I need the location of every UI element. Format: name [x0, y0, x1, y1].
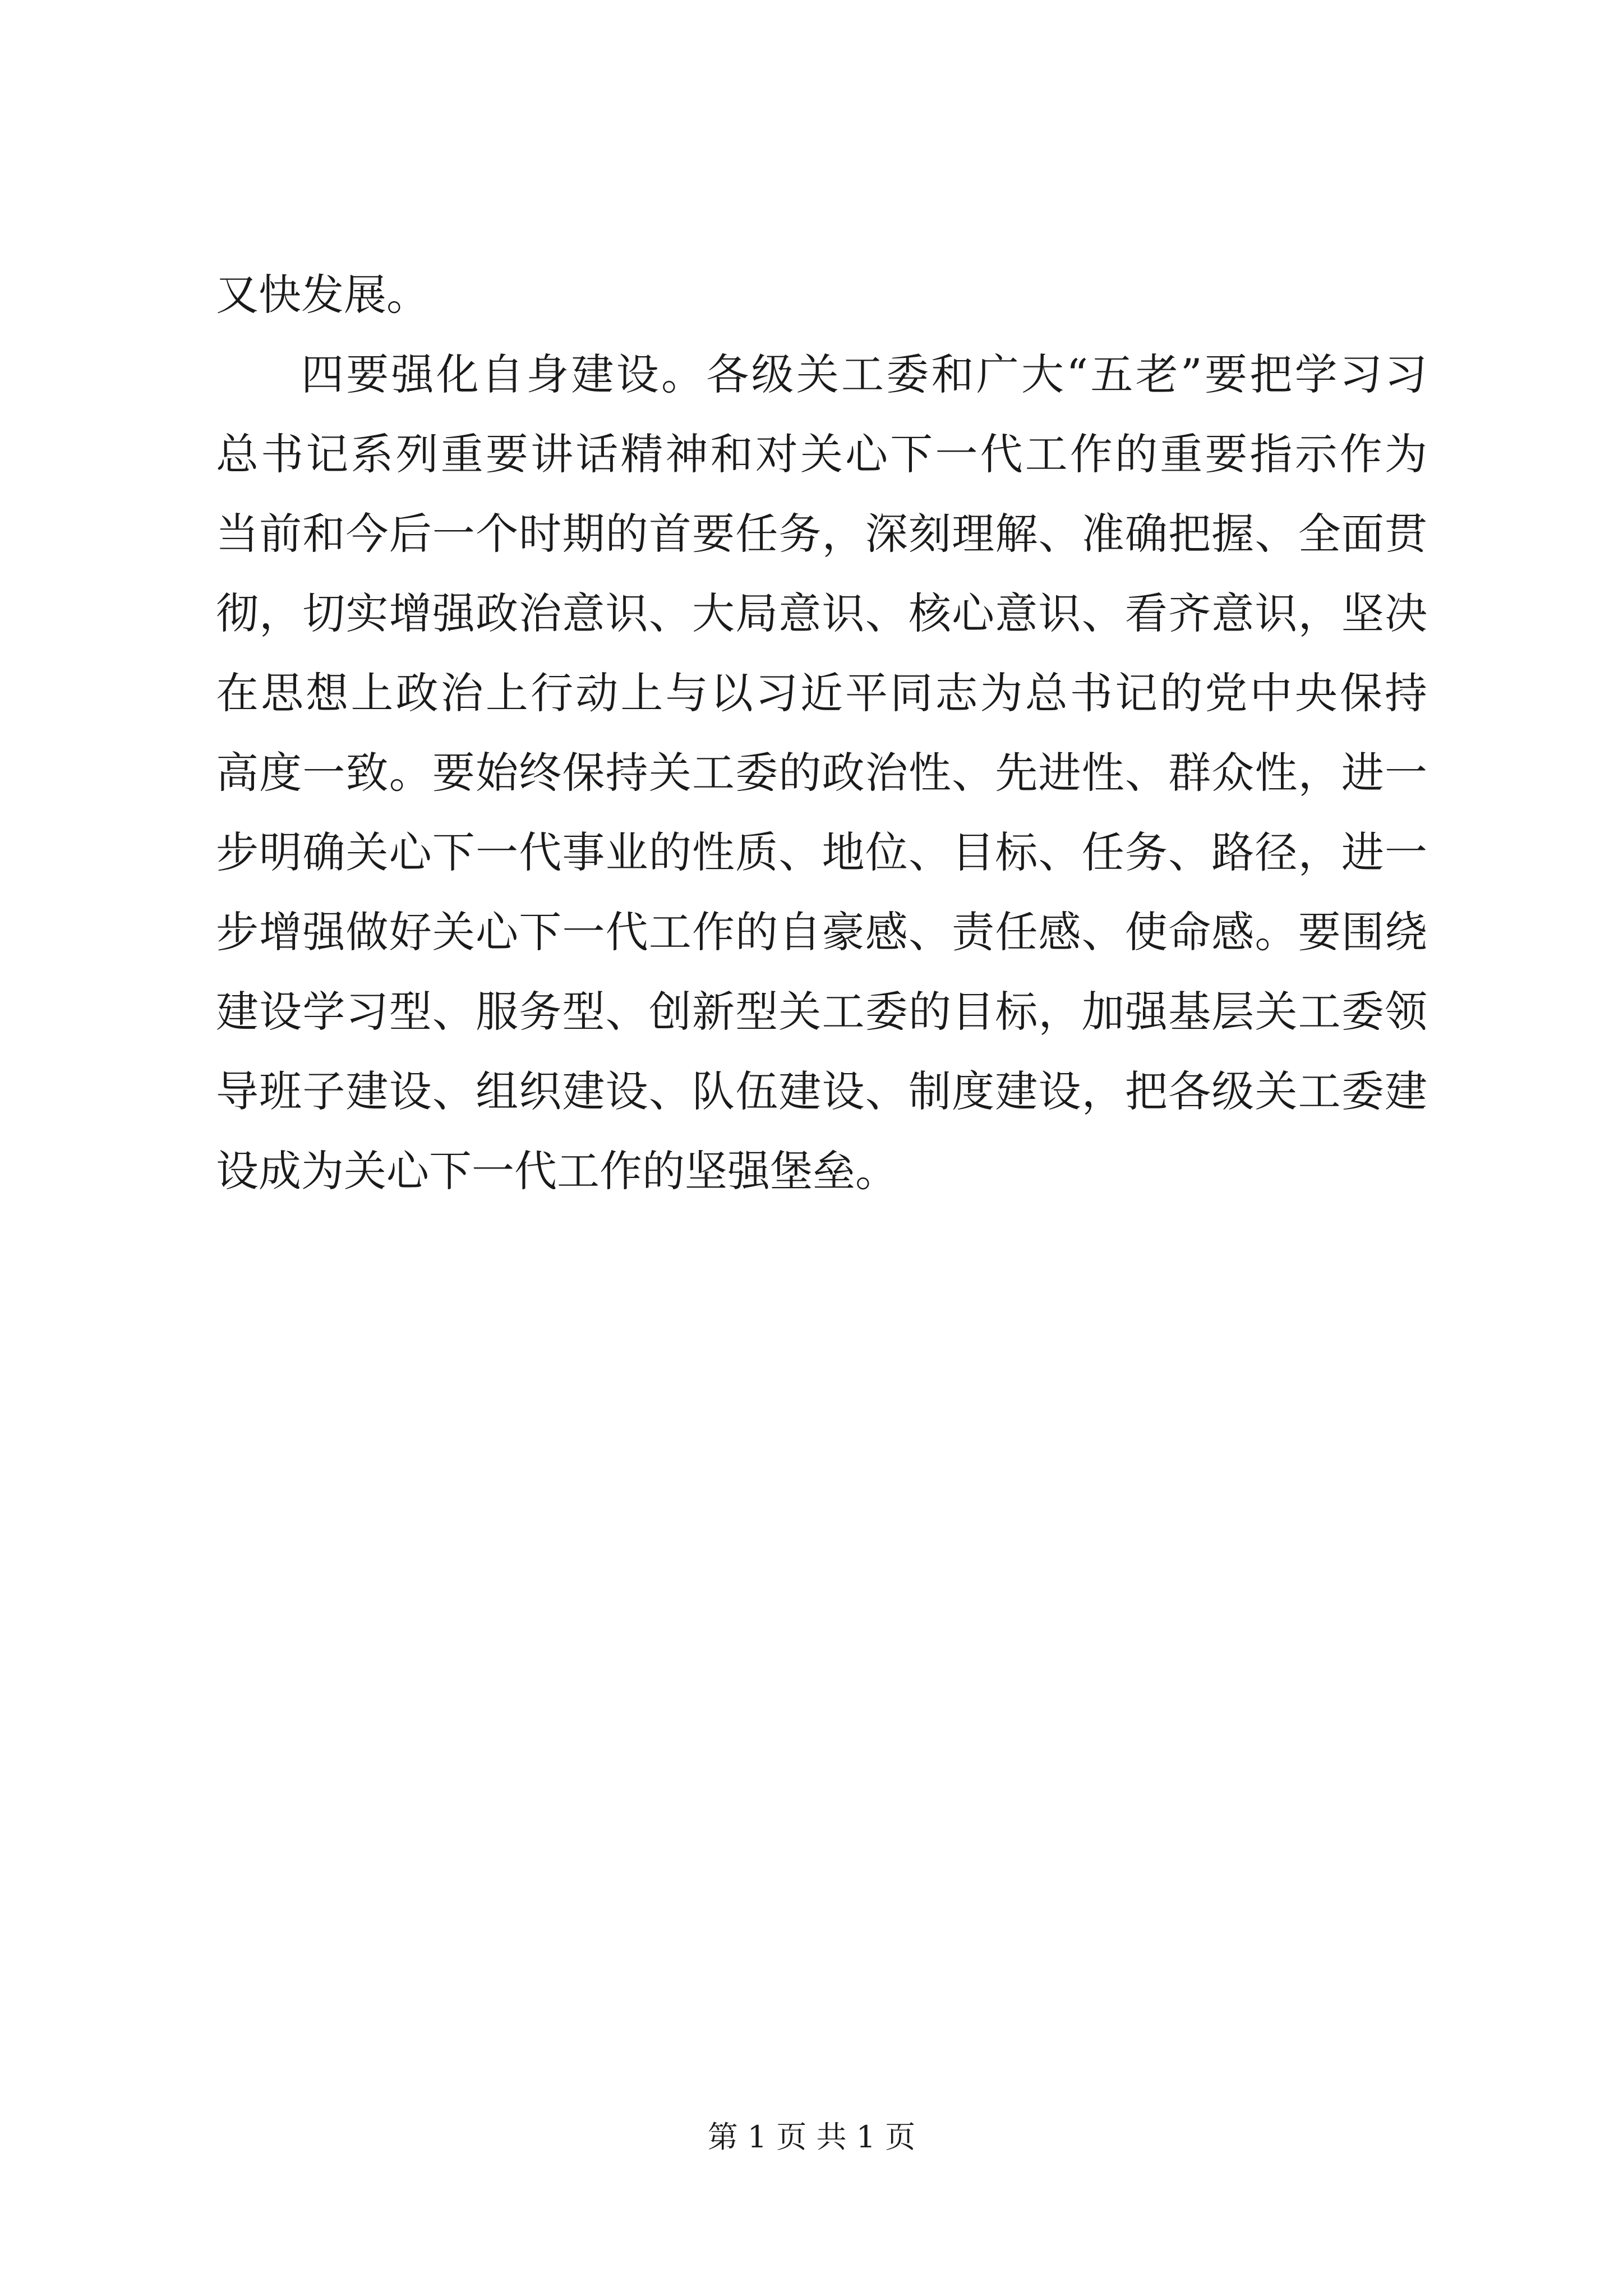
paragraph-line: 步明确关心下一代事业的性质、地位、目标、任务、路径，进一	[216, 827, 1427, 877]
paragraph-line: 彻，切实增强政治意识、大局意识、核心意识、看齐意识，坚决	[216, 588, 1427, 638]
page-number-footer: 第 1 页 共 1 页	[707, 2119, 916, 2155]
body-text	[216, 255, 1427, 1211]
paragraph-line: 四要强化自身建设。各级关工委和广大“五老”要把学习习	[301, 349, 1427, 399]
paragraph-line: 高度一致。要始终保持关工委的政治性、先进性、群众性，进一	[216, 748, 1427, 798]
paragraph-line: 又快发展。	[216, 270, 429, 320]
paragraph-line: 当前和今后一个时期的首要任务，深刻理解、准确把握、全面贯	[216, 509, 1427, 559]
paragraph-line: 导班子建设、组织建设、队伍建设、制度建设，把各级关工委建	[216, 1066, 1427, 1116]
paragraph-line: 步增强做好关心下一代工作的自豪感、责任感、使命感。要围绕	[216, 907, 1427, 957]
paragraph-line: 设成为关心下一代工作的坚强堡垒。	[216, 1146, 898, 1196]
paragraph-line: 总书记系列重要讲话精神和对关心下一代工作的重要指示作为	[216, 429, 1427, 479]
paragraph-line: 建设学习型、服务型、创新型关工委的目标，加强基层关工委领	[216, 987, 1427, 1037]
paragraph-line: 在思想上政治上行动上与以习近平同志为总书记的党中央保持	[216, 668, 1427, 718]
